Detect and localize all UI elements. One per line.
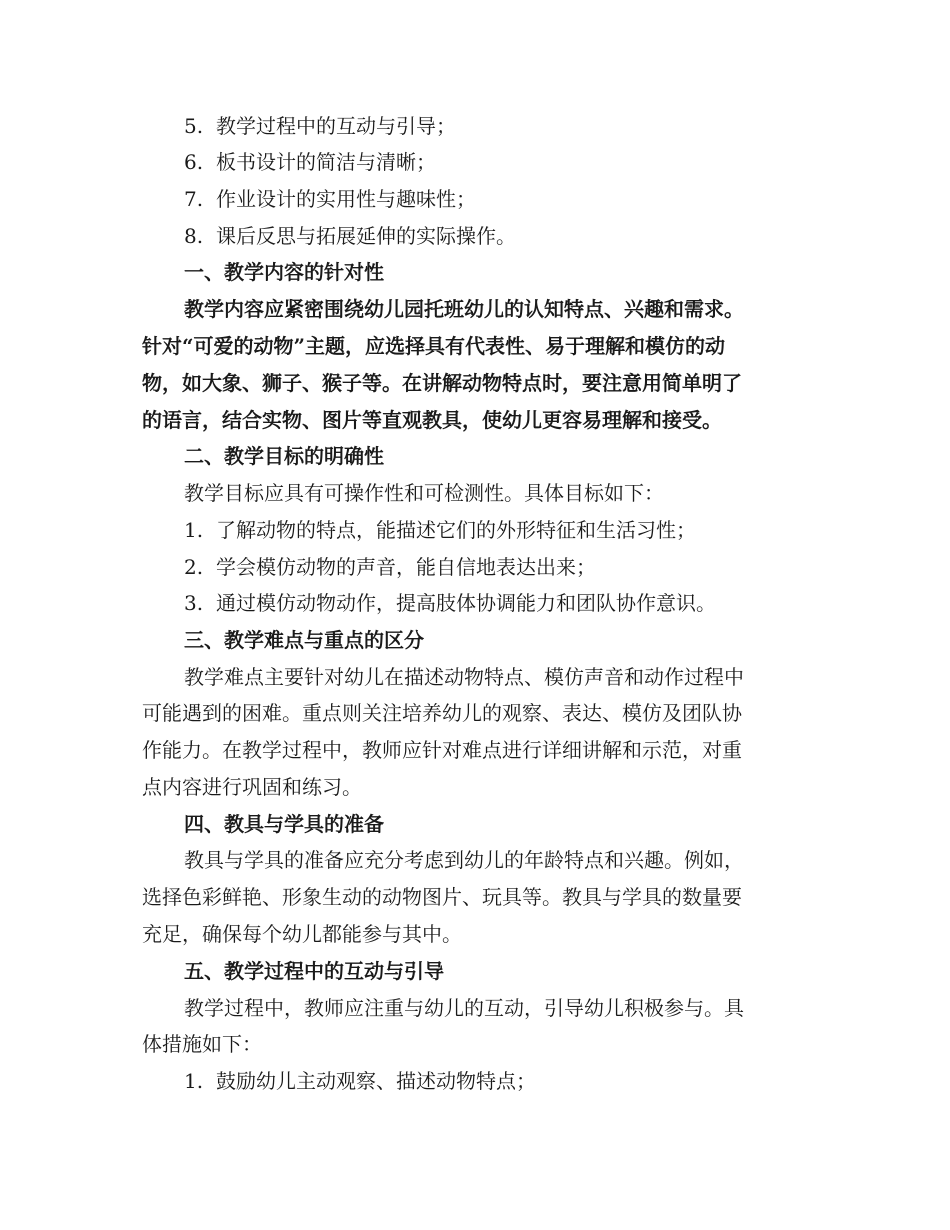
paragraph-line: 教具与学具的准备应充分考虑到幼儿的年龄特点和兴趣。例如， xyxy=(184,848,744,872)
list-item: 7. 作业设计的实用性与趣味性； xyxy=(184,187,476,211)
paragraph-line: 作能力。在教学过程中，教师应针对难点进行详细讲解和示范，对重 xyxy=(142,738,742,762)
paragraph-line: 充足，确保每个幼儿都能参与其中。 xyxy=(142,922,462,946)
section-heading: 一、教学内容的针对性 xyxy=(184,260,384,284)
list-item: 5. 教学过程中的互动与引导； xyxy=(184,114,456,138)
section-heading: 五、教学过程中的互动与引导 xyxy=(184,959,444,983)
section-heading: 二、教学目标的明确性 xyxy=(184,444,384,468)
paragraph-line: 教学过程中，教师应注重与幼儿的互动，引导幼儿积极参与。具 xyxy=(184,996,744,1020)
paragraph-line: 教学难点主要针对幼儿在描述动物特点、模仿声音和动作过程中 xyxy=(184,665,744,689)
paragraph-line: 物，如大象、狮子、猴子等。在讲解动物特点时，要注意用简单明了 xyxy=(142,371,742,395)
list-item: 1. 了解动物的特点，能描述它们的外形特征和生活习性； xyxy=(184,518,696,542)
paragraph-line: 教学内容应紧密围绕幼儿园托班幼儿的认知特点、兴趣和需求。 xyxy=(184,297,744,321)
paragraph-line: 针对“可爱的动物”主题，应选择具有代表性、易于理解和模仿的动 xyxy=(142,334,726,358)
section-heading: 四、教具与学具的准备 xyxy=(184,812,384,836)
list-item: 1. 鼓励幼儿主动观察、描述动物特点； xyxy=(184,1069,536,1093)
paragraph-line: 体措施如下： xyxy=(142,1032,262,1056)
list-item: 6. 板书设计的简洁与清晰； xyxy=(184,150,436,174)
paragraph-line: 点内容进行巩固和练习。 xyxy=(142,775,362,799)
list-item: 3. 通过模仿动物动作，提高肢体协调能力和团队协作意识。 xyxy=(184,591,716,615)
section-heading: 三、教学难点与重点的区分 xyxy=(184,628,424,652)
paragraph-line: 的语言，结合实物、图片等直观教具，使幼儿更容易理解和接受。 xyxy=(142,408,722,432)
list-item: 2. 学会模仿动物的声音，能自信地表达出来； xyxy=(184,555,596,579)
paragraph-line: 选择色彩鲜艳、形象生动的动物图片、玩具等。教具与学具的数量要 xyxy=(142,885,742,909)
list-item: 8. 课后反思与拓展延伸的实际操作。 xyxy=(184,224,516,248)
paragraph-line: 教学目标应具有可操作性和可检测性。具体目标如下： xyxy=(184,481,664,505)
paragraph-line: 可能遇到的困难。重点则关注培养幼儿的观察、表达、模仿及团队协 xyxy=(142,701,742,725)
